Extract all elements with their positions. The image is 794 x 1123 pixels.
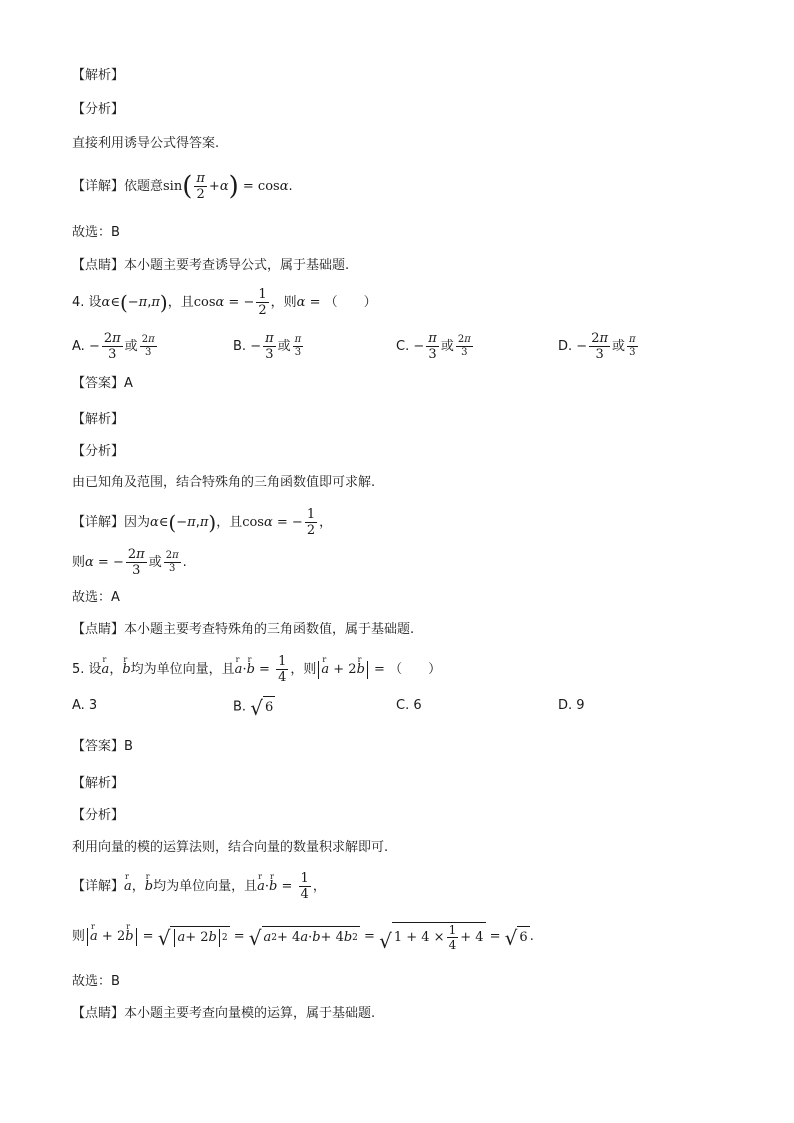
q4-fenxi: 【分析】 (72, 444, 125, 459)
xiangjie-line: 【详解】依题意sin( $\frac{\pi}{2}$ +α) = cosα. (72, 171, 293, 202)
q4-xiangjie: 【详解】因为α∈(−π,π)，且cosα = − $\frac{1}{2}$ ， (72, 507, 333, 538)
sqrt-6: √ 6 (250, 696, 274, 720)
q4-option-d[interactable]: D. − $\frac{2\pi}{3}$ 或 $\frac{\pi}{3}$ (558, 331, 636, 362)
q5-option-a[interactable]: A. 3 (72, 698, 98, 713)
xiangjie-prefix: 【详解】依题意 (72, 179, 164, 194)
fenxi-text: 直接利用诱导公式得答案. (72, 136, 220, 151)
q5-jiexi: 【解析】 (72, 776, 125, 791)
question-5: 5. 设r a，r b均为单位向量，且r a·r b = $\frac{1}{4}$ ，则r a + 2r b = （ ） (72, 655, 441, 684)
q5-choose: 故选：B (72, 974, 120, 989)
q4-option-a[interactable]: A. − $\frac{2\pi}{3}$ 或 $\frac{2\pi}{3}$ (72, 331, 155, 362)
q5-dianjing: 【点睛】本小题主要考查向量模的运算，属于基础题. (72, 1006, 376, 1021)
q5-option-b[interactable]: B. √ 6 (233, 696, 274, 720)
q4-jiexi: 【解析】 (72, 412, 125, 427)
q4-answer: 【答案】A (72, 376, 133, 391)
q5-fenxi-text: 利用向量的模的运算法则，结合向量的数量积求解即可. (72, 840, 389, 855)
q5-xiangjie: 【详解】r a，r b均为单位向量，且r a·r b = $\frac{1}{4}$ ， (72, 872, 326, 901)
question-4: 4. 设α∈(−π,π)，且cosα = − $\frac{1}{2}$ ，则α = （ ） (72, 287, 377, 318)
q5-answer: 【答案】B (72, 739, 133, 754)
fraction-pi-over-2: $\frac{\pi}{2}$ (196, 171, 205, 202)
q4-option-c[interactable]: C. − $\frac{\pi}{3}$ 或 $\frac{2\pi}{3}$ (396, 331, 471, 362)
jiexi-heading: 【解析】 (72, 68, 125, 83)
fenxi-heading: 【分析】 (72, 102, 125, 117)
q4-fenxi-text: 由已知角及范围，结合特殊角的三角函数值即可求解. (72, 475, 376, 490)
q5-fenxi: 【分析】 (72, 808, 125, 823)
q5-calculation: 则r a + 2r b = √ a + 2 b 2 = √ a 2 + 4 a · b + 4 b 2 = √ 1 + 4 × $\frac{1}{4}$ + 4 = √ 6 . (72, 922, 534, 951)
choose-line: 故选：B (72, 225, 120, 240)
q5-option-c[interactable]: C. 6 (396, 698, 422, 713)
q4-option-b[interactable]: B. − $\frac{\pi}{3}$ 或 $\frac{\pi}{3}$ (233, 331, 302, 362)
q4-conclusion: 则α = − $\frac{2\pi}{3}$ 或 $\frac{2\pi}{3}$ . (72, 547, 187, 578)
q4-dianjing: 【点睛】本小题主要考查特殊角的三角函数值，属于基础题. (72, 622, 415, 637)
q4-choose: 故选：A (72, 590, 120, 605)
q5-option-d[interactable]: D. 9 (558, 698, 585, 713)
dianjing-line: 【点睛】本小题主要考查诱导公式，属于基础题. (72, 258, 350, 273)
